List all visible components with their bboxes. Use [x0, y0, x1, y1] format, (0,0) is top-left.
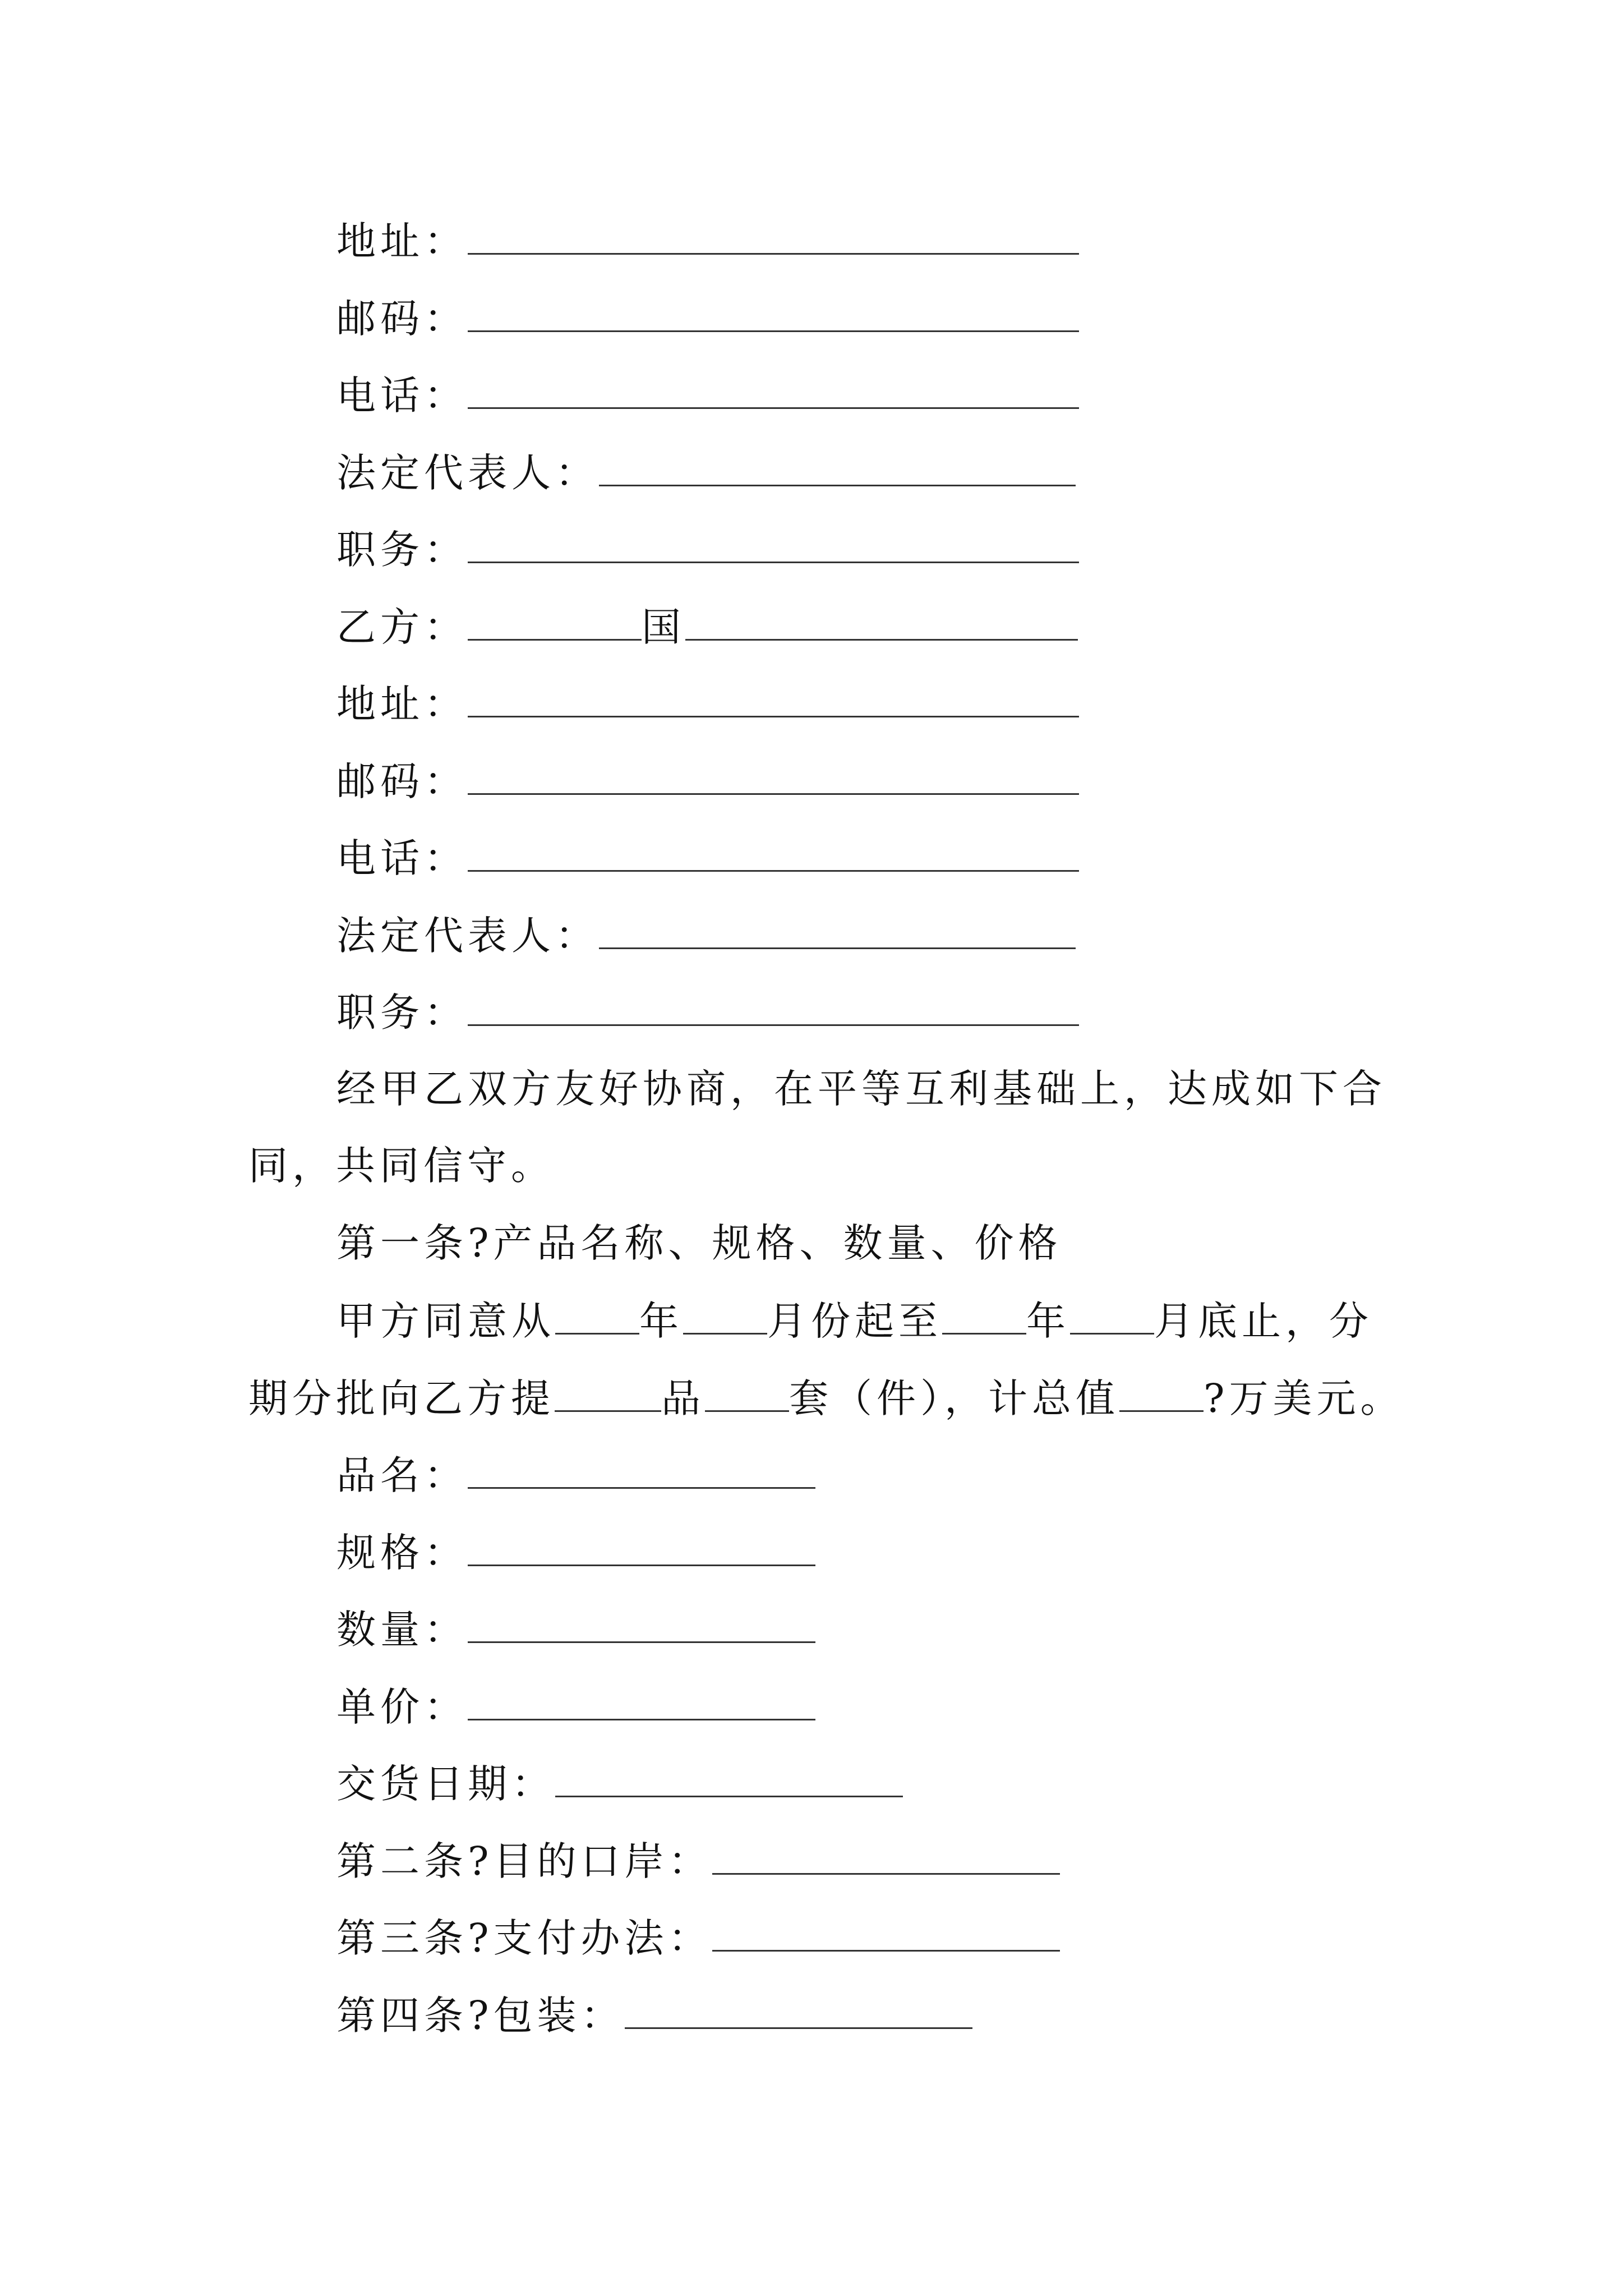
party-a-position-label: 职务： — [336, 527, 468, 573]
product-quantity-blank[interactable] — [468, 1609, 815, 1643]
party-b-address-row — [336, 681, 1079, 727]
party-a-legal-rep-blank[interactable] — [599, 452, 1076, 486]
total-value-blank[interactable] — [1119, 1378, 1204, 1412]
party-a-address-blank[interactable] — [468, 220, 1079, 255]
article-2-label: 第二条?目的口岸： — [336, 1838, 712, 1884]
party-a-address-row — [336, 218, 1079, 264]
payment-method-blank[interactable] — [712, 1917, 1060, 1952]
party-b-address-blank[interactable] — [468, 683, 1079, 717]
article-1-text-until: 月份起至 — [767, 1298, 942, 1344]
end-year-blank[interactable] — [942, 1300, 1026, 1335]
article-1-text-year-2: 年 — [1026, 1298, 1070, 1344]
delivery-date-label: 交货日期： — [336, 1761, 555, 1807]
party-b-legal-rep-blank[interactable] — [599, 915, 1076, 949]
party-b-postcode-row — [336, 758, 1079, 804]
product-unit-price-row — [336, 1684, 815, 1730]
party-a-phone-label: 电话： — [336, 372, 468, 418]
party-a-postcode-blank[interactable] — [468, 298, 1079, 332]
article-3-label: 第三条?支付办法： — [336, 1915, 712, 1961]
party-b-country-label: 国 — [642, 604, 685, 650]
party-a-postcode-row — [336, 296, 1079, 342]
article-1-text-usd: ?万美元。 — [1204, 1375, 1404, 1421]
product-name-label: 品名： — [336, 1452, 468, 1498]
product-quantity-row — [336, 1607, 815, 1653]
party-b-position-row — [336, 990, 1079, 1036]
article-1-text-total: 套（件），计总值 — [789, 1375, 1119, 1421]
party-b-position-blank[interactable] — [468, 992, 1079, 1026]
party-a-position-blank[interactable] — [468, 529, 1079, 563]
party-b-phone-label: 电话： — [336, 835, 468, 881]
party-b-address-label: 地址： — [336, 681, 468, 727]
delivery-date-blank[interactable] — [555, 1763, 903, 1797]
end-month-blank[interactable] — [1070, 1300, 1154, 1335]
article-1-text-supply: 期分批向乙方提 — [248, 1375, 555, 1421]
article-1-title: 第一条?产品名称、规格、数量、价格 — [336, 1220, 1062, 1266]
article-1-para-line-2 — [248, 1375, 1404, 1421]
sets-blank[interactable] — [705, 1378, 789, 1412]
party-b-name-blank[interactable] — [685, 606, 1078, 641]
party-b-label: 乙方： — [336, 604, 468, 650]
product-name-blank[interactable] — [468, 1455, 815, 1489]
party-a-phone-row — [336, 372, 1079, 418]
party-b-legal-rep-row — [336, 913, 1076, 959]
party-b-position-label: 职务： — [336, 990, 468, 1036]
article-3-row — [336, 1915, 1060, 1961]
party-a-legal-rep-row — [336, 450, 1076, 496]
article-2-row — [336, 1838, 1060, 1884]
product-unit-price-label: 单价： — [336, 1684, 468, 1730]
delivery-date-row — [336, 1761, 903, 1807]
party-a-phone-blank[interactable] — [468, 375, 1079, 409]
article-1-text-product: 品 — [661, 1375, 705, 1421]
party-a-position-row — [336, 527, 1079, 573]
party-b-country-blank[interactable] — [468, 606, 642, 641]
party-a-legal-rep-label: 法定代表人： — [336, 450, 599, 496]
article-1-text-end: 月底止，分 — [1154, 1298, 1373, 1344]
product-spec-row — [336, 1530, 815, 1576]
party-a-postcode-label: 邮码： — [336, 296, 468, 342]
product-blank[interactable] — [555, 1378, 661, 1412]
product-spec-label: 规格： — [336, 1530, 468, 1576]
article-1-para-line-1 — [336, 1298, 1373, 1344]
party-b-legal-rep-label: 法定代表人： — [336, 913, 599, 959]
start-month-blank[interactable] — [683, 1300, 767, 1335]
party-b-postcode-blank[interactable] — [468, 761, 1079, 795]
product-spec-blank[interactable] — [468, 1532, 815, 1566]
product-quantity-label: 数量： — [336, 1607, 468, 1653]
party-b-postcode-label: 邮码： — [336, 758, 468, 804]
product-name-row — [336, 1452, 815, 1498]
article-4-row — [336, 1993, 972, 2039]
party-b-row — [336, 604, 1078, 650]
start-year-blank[interactable] — [555, 1300, 639, 1335]
intro-line-1: 经甲乙双方友好协商，在平等互利基础上，达成如下合 — [336, 1066, 1386, 1112]
article-1-text-from: 甲方同意从 — [336, 1298, 555, 1344]
article-1-text-year-1: 年 — [639, 1298, 683, 1344]
party-b-phone-row — [336, 835, 1079, 881]
intro-line-2: 同，共同信守。 — [248, 1143, 555, 1189]
product-unit-price-blank[interactable] — [468, 1686, 815, 1720]
destination-port-blank[interactable] — [712, 1841, 1060, 1875]
party-b-phone-blank[interactable] — [468, 838, 1079, 872]
party-a-address-label: 地址： — [336, 218, 468, 264]
packaging-blank[interactable] — [625, 1995, 972, 2029]
article-4-label: 第四条?包装： — [336, 1993, 625, 2039]
